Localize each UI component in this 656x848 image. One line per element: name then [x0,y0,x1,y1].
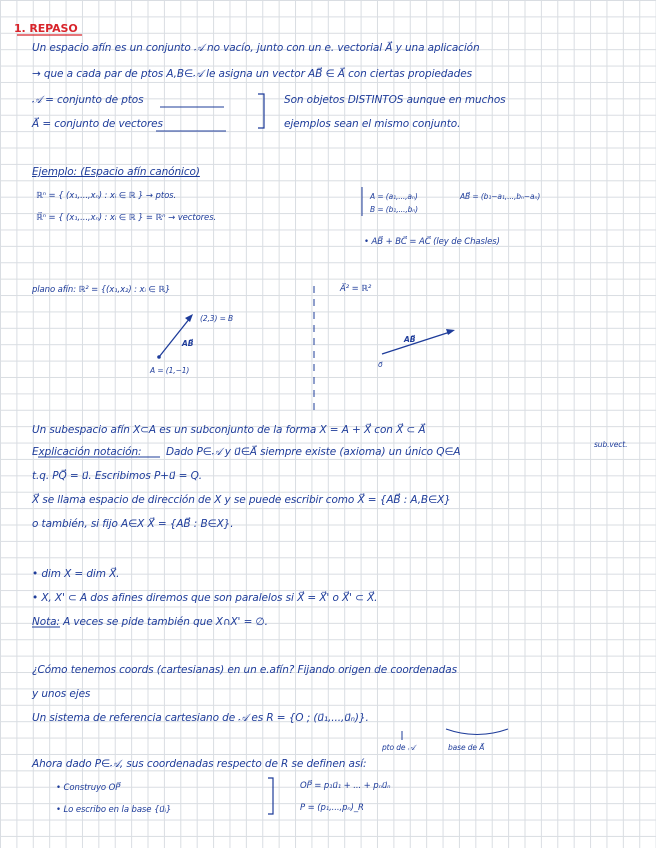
page-title: 1. REPASO [14,22,78,35]
origin-label: o⃗ [378,360,383,369]
plane-label: plano afín: ℝ² = {(x₁,x₂) : xᵢ ∈ ℝ} [32,285,171,295]
reference-system: Un sistema de referencia cartesiano de 𝒜 es R = {O ; (u⃗₁,...,u⃗ₙ)}. [32,712,369,724]
chasles-law: • AB⃗ + BC⃗ = AC⃗ (ley de Chasles) [364,237,500,247]
subvect-note: sub.vect. [594,440,628,449]
subspace-line-5: o también, si fijo A∈X X⃗ = {AB⃗ : B∈X}. [32,518,234,530]
subspace-line-1: Un subespacio afín X⊂A es un subconjunto de la forma X = A + X⃗ con X⃗ ⊂ A⃗ [32,424,426,436]
pto-annotation: pto de 𝒜 [382,743,415,752]
coords-p-formula: P = (p₁,...,pₙ)_R [300,803,364,813]
intro-right-2: ejemplos sean el mismo conjunto. [284,118,461,130]
example-line-1: ℝⁿ = { (x₁,...,xₙ) : xᵢ ∈ ℝ } → ptos. [36,191,177,201]
arrow-ab [159,318,190,357]
subspace-line-4: X⃗ se llama espacio de dirección de X y se puede escribir como X⃗ = {AB⃗ : A,B∈X} [32,494,451,506]
example-right-3: AB⃗ = (b₁−a₁,...,bₙ−aₙ) [460,192,541,201]
bullet-parallel: • X, X' ⊂ A dos afines diremos que son paralelos si X⃗ = X⃗' o X⃗' ⊂ X⃗. [32,592,378,604]
point-a [157,355,161,359]
intro-line-3: 𝒜 = conjunto de ptos [32,94,144,106]
ab-label: AB⃗ [182,339,194,348]
point-a-label: A = (1,−1) [150,366,190,375]
example-right-2: B = (b₁,...,bₙ) [370,205,418,214]
intro-right-1: Son objetos DISTINTOS aunque en muchos [284,94,506,106]
arrow-ab-head [185,314,193,322]
intro-line-2: → que a cada par de ptos A,B∈𝒜 le asigna un vector AB⃗ ∈ A⃗ con ciertas propiedades [32,68,472,80]
coords-question-2: y unos ejes [32,688,91,700]
bullet-dim: • dim X = dim X⃗. [32,568,120,580]
arrow-vector-ab [382,332,450,354]
intro-line-1: Un espacio afín es un conjunto 𝒜 no vacío, junto con un e. vectorial A⃗ y una aplicación [32,42,480,54]
intro-brace [258,94,264,128]
coords-step-1: • Construyo OP⃗ [56,783,121,793]
vector-ab-label: AB⃗ [404,335,416,344]
coords-definition: Ahora dado P∈𝒜, sus coordenadas respecto de R se definen así: [32,758,367,770]
example-right-1: A = (a₁,...,aₙ) [370,192,418,201]
coords-op-formula: OP⃗ = p₁u⃗₁ + ... + pₙu⃗ₙ [300,781,391,791]
base-brace [446,729,508,735]
point-b-label: (2,3) = B [200,314,234,323]
intro-line-4: A⃗ = conjunto de vectores [32,118,163,130]
coords-step-2: • Lo escribo en la base {u⃗ᵢ} [56,805,172,815]
arrow-vector-ab-head [446,329,455,335]
coords-brace [268,778,273,814]
base-annotation: base de A⃗ [448,743,485,752]
coords-question-1: ¿Cómo tenemos coords (cartesianas) en un e.afín? Fijando origen de coordenadas [32,664,457,676]
notation-label: Explicación notación: [32,446,142,458]
example-title: Ejemplo: (Espacio afín canónico) [32,166,200,178]
notation-text: Dado P∈𝒜 y u⃗∈A⃗ siempre existe (axioma) un único Q∈A [166,446,461,458]
vector-plane-label: A⃗² = ℝ² [340,284,372,294]
example-line-2: ℝ⃗ⁿ = { (x₁,...,xₙ) : xᵢ ∈ ℝ } = ℝⁿ → vectores. [36,213,217,223]
note-line: Nota: A veces se pide también que X∩X' = ∅. [32,616,268,628]
subspace-line-3: t.q. PQ⃗ = u⃗. Escribimos P+u⃗ = Q. [32,470,203,482]
